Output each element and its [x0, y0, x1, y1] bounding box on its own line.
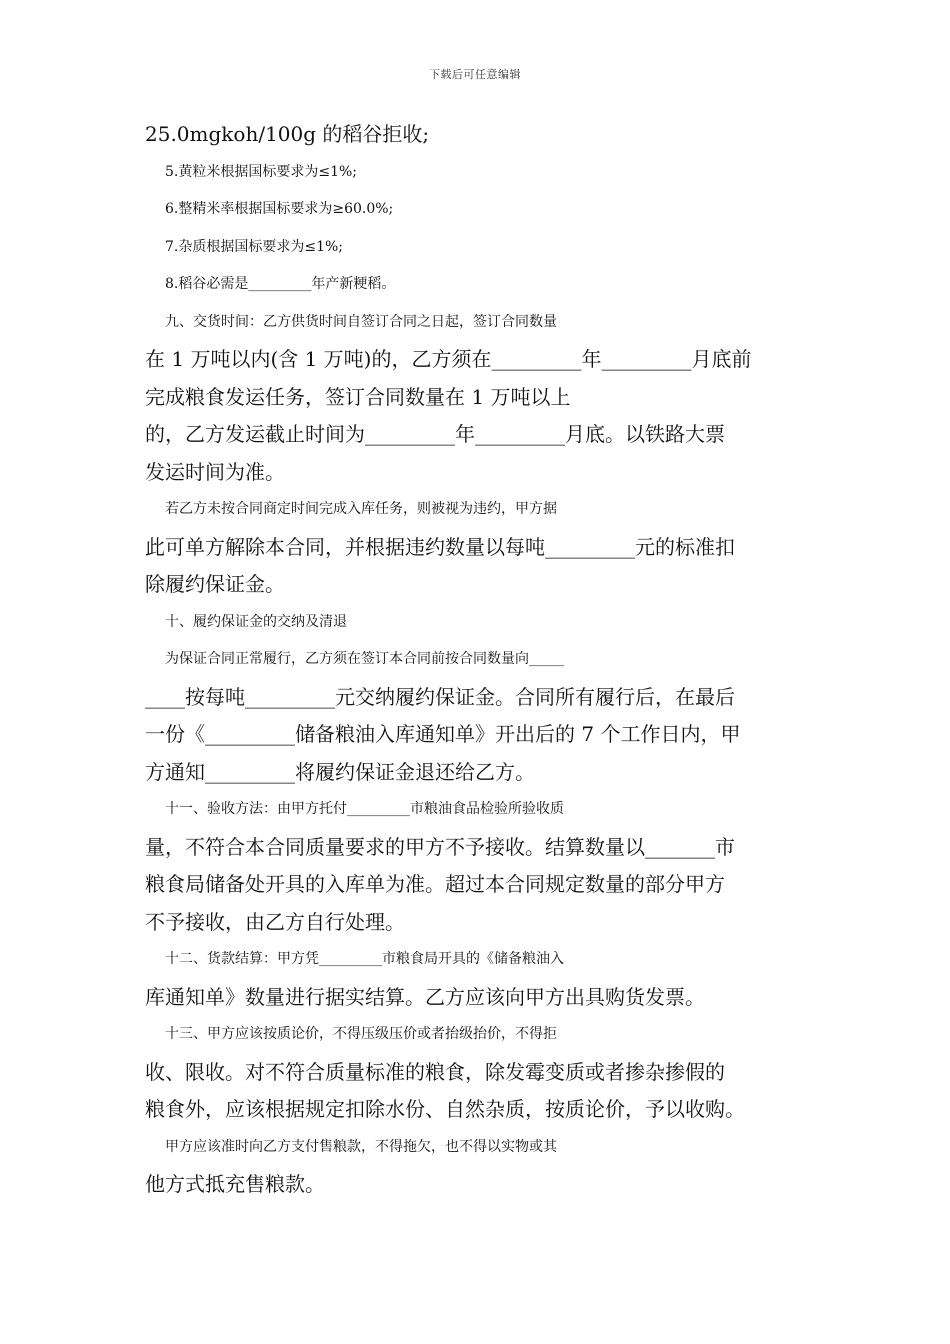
text-line: 收、限收。对不符合质量标准的粮食，除发霉变质或者掺杂掺假的 [145, 1059, 725, 1084]
text-line: 5.黄粒米根据国标要求为≤1%; [165, 163, 358, 180]
text-line: 库通知单》数量进行据实结算。乙方应该向甲方出具购货发票。 [145, 984, 705, 1009]
text-line: 量，不符合本合同质量要求的甲方不予接收。结算数量以_______市 [145, 834, 735, 859]
text-line: 6.整精米率根据国标要求为≥60.0%; [165, 201, 394, 217]
text-line: 在 1 万吨以内(含 1 万吨)的，乙方须在_________年_________月底前 [145, 347, 752, 371]
text-line: 他方式抵充售粮款。 [145, 1172, 325, 1196]
text-line: ____按每吨_________元交纳履约保证金。合同所有履行后，在最后 [145, 684, 735, 709]
text-line: 不予接收，由乙方自行处理。 [145, 909, 405, 934]
page-header: 下载后可任意编辑 [429, 68, 521, 81]
text-line: 十三、甲方应该按质论价，不得压级压价或者抬级抬价，不得拒 [165, 1026, 557, 1042]
text-line: 若乙方未按合同商定时间完成入库任务，则被视为违约，甲方据 [165, 501, 557, 517]
text-line: 此可单方解除本合同，并根据违约数量以每吨_________元的标准扣 [145, 534, 735, 559]
text-line: 为保证合同正常履行，乙方须在签订本合同前按合同数量向_____ [165, 651, 564, 667]
text-line: 除履约保证金。 [145, 572, 285, 596]
text-line: 十二、货款结算：甲方凭_________市粮食局开具的《储备粮油入 [165, 951, 564, 967]
document-body [145, 116, 807, 1204]
text-line: 十、履约保证金的交纳及清退 [165, 613, 347, 630]
text-line: 发运时间为准。 [145, 459, 285, 484]
text-line: 九、交货时间：乙方供货时间自签订合同之日起，签订合同数量 [165, 313, 557, 330]
text-line: 方通知_________将履约保证金退还给乙方。 [145, 759, 535, 784]
text-line: 7.杂质根据国标要求为≤1%; [165, 238, 344, 255]
text-line: 的，乙方发运截止时间为_________年_________月底。以铁路大票 [145, 422, 725, 446]
text-line: 粮食外，应该根据规定扣除水份、自然杂质，按质论价，予以收购。 [145, 1097, 745, 1121]
text-line: 25.0mgkoh/100g 的稻谷拒收; [145, 122, 430, 146]
text-line: 十一、验收方法：由甲方托付_________市粮油食品检验所验收质 [165, 801, 564, 817]
text-line: 粮食局储备处开具的入库单为准。超过本合同规定数量的部分甲方 [145, 872, 725, 896]
text-line: 甲方应该准时向乙方支付售粮款，不得拖欠，也不得以实物或其 [165, 1138, 557, 1155]
text-line: 一份《_________储备粮油入库通知单》开出后的 7 个工作日内，甲 [145, 722, 741, 746]
text-line: 完成粮食发运任务，签订合同数量在 1 万吨以上 [145, 384, 571, 409]
text-line: 8.稻谷必需是_________年产新粳稻。 [165, 276, 396, 292]
